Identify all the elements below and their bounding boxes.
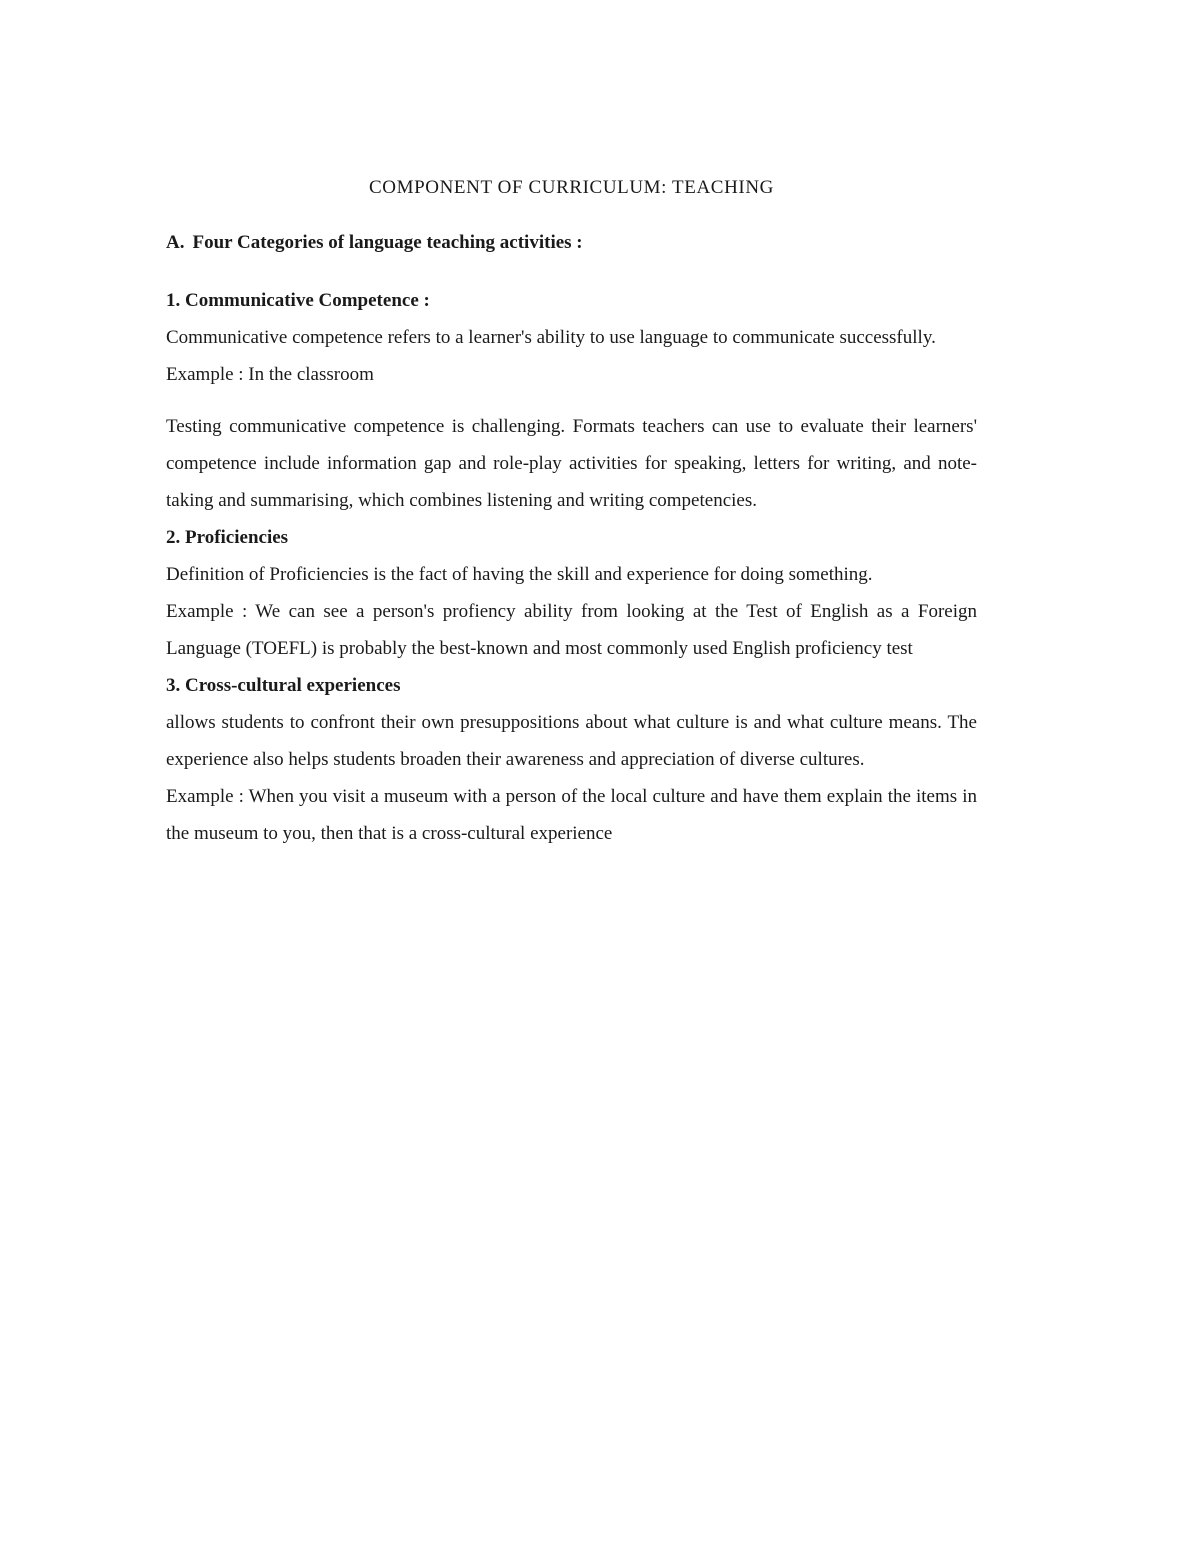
item-2-example: Example : We can see a person's profiency ability from looking at the Test of English as a Foreign Language (TOEFL) is probably the best-known and most commonly used English proficiency test [166, 601, 977, 659]
item-3-example: Example : When you visit a museum with a person of the local culture and have them explain the items in the museum to you, then that is a cross-cultural experience [166, 786, 977, 844]
section-a-title: Four Categories of language teaching activities : [192, 232, 583, 253]
item-2-definition: Definition of Proficiencies is the fact of having the skill and experience for doing something. [166, 564, 873, 585]
item-3-definition: allows students to confront their own presuppositions about what culture is and what culture means. The experience also helps students broaden their awareness and appreciation of diverse cultures. [166, 712, 977, 770]
item-1-definition: Communicative competence refers to a learner's ability to use language to communicate successfully. [166, 327, 936, 348]
document-body [166, 174, 977, 852]
item-1-example: Example : In the classroom [166, 364, 374, 385]
section-a-heading [166, 228, 977, 258]
item-2-heading: 2. Proficiencies [166, 527, 289, 548]
item-1-testing-paragraph: Testing communicative competence is challenging. Formats teachers can use to evaluate their learners' competence include information gap and role-play activities for speaking, letters for writing, and note-taking and summarising, which combines listening and writing competencies. [166, 416, 977, 511]
item-1-heading: 1. Communicative Competence : [166, 290, 430, 311]
document-title: COMPONENT OF CURRICULUM: TEACHING [369, 177, 774, 198]
section-a-label: A. [166, 232, 185, 253]
item-3-heading: 3. Cross-cultural experiences [166, 675, 401, 696]
